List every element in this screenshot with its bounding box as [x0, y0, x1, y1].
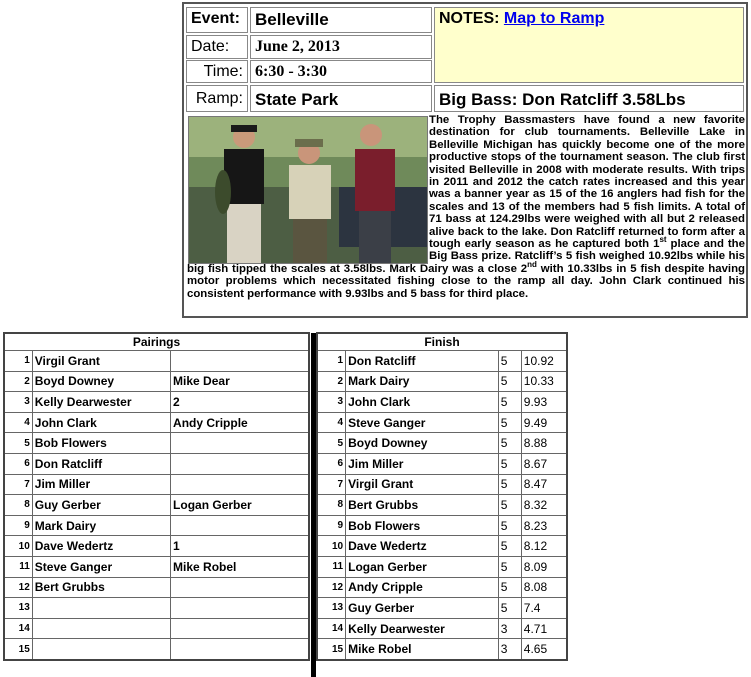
pairings-header: Pairings	[4, 333, 309, 351]
finish-angler: John Clark	[346, 392, 499, 413]
table-row	[4, 474, 309, 495]
pair-number: 13	[4, 598, 32, 619]
finish-place: 9	[317, 515, 346, 536]
finish-place: 14	[317, 618, 346, 639]
pair-number: 8	[4, 495, 32, 516]
finish-place: 1	[317, 351, 346, 372]
pair-angler-a: John Clark	[32, 412, 170, 433]
finish-weight: 8.08	[521, 577, 567, 598]
table-row	[4, 351, 309, 372]
tournament-story: The Trophy Bassmasters have found a new favorite destination for club tournaments. Belleville Lake in Belleville Michigan has quickly become one of the more productive stops of the tournament season. The club first visited Belleville in 2008 with moderate results. With trips in 2011 and 2012 the catch rates increased and this year was a banner year as 15 of the 16 anglers had fish for the scales and 13 of the members had 5 fish limits. A total of 71 bass at 124.29lbs were weighed with all but 2 released alive back to the lake. Don Ratcliff returned to form after a tough early season as he captured both 1st place and the Big Bass prize. Ratcliff’s 5 fish weighed 10.92lbs while his big fish tipped the scales at 3.58lbs. Mark Dairy was a close 2nd with 10.33lbs in 5 fish despite having motor problems which necessitated fishing close to the ramp all day. John Clark continued his consistent performance with 9.93lbs and 5 bass for third place.	[187, 114, 746, 300]
finish-weight: 8.88	[521, 433, 567, 454]
pair-number: 3	[4, 392, 32, 413]
pair-angler-b: Andy Cripple	[171, 412, 309, 433]
pair-number: 7	[4, 474, 32, 495]
finish-weight: 7.4	[521, 598, 567, 619]
finish-weight: 10.92	[521, 351, 567, 372]
finish-weight: 10.33	[521, 371, 567, 392]
table-row	[4, 577, 309, 598]
finish-weight: 9.93	[521, 392, 567, 413]
finish-fish-count: 5	[498, 515, 521, 536]
pair-angler-b: Logan Gerber	[171, 495, 309, 516]
date-label: Date:	[186, 35, 248, 59]
table-row	[4, 453, 309, 474]
finish-angler: Logan Gerber	[346, 556, 499, 577]
finish-weight: 8.12	[521, 536, 567, 557]
pairings-table	[3, 332, 310, 661]
pair-angler-b	[171, 433, 309, 454]
pair-angler-b	[171, 351, 309, 372]
map-to-ramp-link[interactable]: Map to Ramp	[503, 10, 605, 27]
table-row	[317, 556, 567, 577]
finish-angler: Guy Gerber	[346, 598, 499, 619]
finish-fish-count: 5	[498, 371, 521, 392]
pair-number: 6	[4, 453, 32, 474]
table-row	[317, 577, 567, 598]
table-row	[4, 618, 309, 639]
table-row	[317, 453, 567, 474]
finish-fish-count: 5	[498, 453, 521, 474]
table-row	[4, 392, 309, 413]
table-row	[4, 495, 309, 516]
pair-angler-b	[171, 515, 309, 536]
finish-weight: 4.65	[521, 639, 567, 660]
pair-angler-b	[171, 598, 309, 619]
finish-place: 12	[317, 577, 346, 598]
finish-fish-count: 5	[498, 412, 521, 433]
table-row	[4, 536, 309, 557]
notes-box	[434, 7, 744, 83]
table-row	[317, 371, 567, 392]
pair-angler-a: Dave Wedertz	[32, 536, 170, 557]
finish-fish-count: 5	[498, 392, 521, 413]
finish-weight: 8.09	[521, 556, 567, 577]
table-row	[317, 536, 567, 557]
finish-place: 13	[317, 598, 346, 619]
event-header	[182, 2, 748, 318]
ramp-label: Ramp:	[186, 85, 248, 112]
finish-angler: Steve Ganger	[346, 412, 499, 433]
table-row	[4, 598, 309, 619]
pair-angler-a	[32, 618, 170, 639]
finish-place: 7	[317, 474, 346, 495]
finish-angler: Kelly Dearwester	[346, 618, 499, 639]
pair-angler-a	[32, 598, 170, 619]
finish-weight: 9.49	[521, 412, 567, 433]
big-bass: Big Bass: Don Ratcliff 3.58Lbs	[434, 85, 744, 112]
finish-fish-count: 5	[498, 433, 521, 454]
pair-angler-b: Mike Robel	[171, 556, 309, 577]
pair-angler-a: Boyd Downey	[32, 371, 170, 392]
pair-number: 14	[4, 618, 32, 639]
table-row	[317, 392, 567, 413]
pair-angler-b	[171, 474, 309, 495]
table-row	[317, 639, 567, 660]
table-row	[4, 433, 309, 454]
finish-weight: 8.47	[521, 474, 567, 495]
finish-weight: 8.67	[521, 453, 567, 474]
finish-fish-count: 5	[498, 577, 521, 598]
finish-angler: Dave Wedertz	[346, 536, 499, 557]
finish-angler: Don Ratcliff	[346, 351, 499, 372]
pair-number: 1	[4, 351, 32, 372]
pair-angler-b: Mike Dear	[171, 371, 309, 392]
table-row	[317, 412, 567, 433]
finish-place: 3	[317, 392, 346, 413]
table-row	[4, 412, 309, 433]
table-row	[317, 474, 567, 495]
pair-number: 4	[4, 412, 32, 433]
finish-angler: Andy Cripple	[346, 577, 499, 598]
finish-fish-count: 5	[498, 536, 521, 557]
notes-label: NOTES:	[439, 10, 500, 27]
ramp-value: State Park	[250, 85, 432, 112]
table-row	[4, 556, 309, 577]
finish-place: 4	[317, 412, 346, 433]
finish-angler: Bert Grubbs	[346, 495, 499, 516]
finish-fish-count: 5	[498, 495, 521, 516]
finish-angler: Mike Robel	[346, 639, 499, 660]
pair-angler-b: 1	[171, 536, 309, 557]
finish-fish-count: 5	[498, 598, 521, 619]
table-row	[4, 515, 309, 536]
table-row	[4, 639, 309, 660]
pair-angler-b	[171, 639, 309, 660]
pair-angler-a: Steve Ganger	[32, 556, 170, 577]
finish-place: 2	[317, 371, 346, 392]
finish-fish-count: 5	[498, 556, 521, 577]
table-row	[317, 433, 567, 454]
pair-number: 12	[4, 577, 32, 598]
table-row	[317, 351, 567, 372]
finish-fish-count: 5	[498, 351, 521, 372]
pair-angler-b	[171, 618, 309, 639]
table-row	[317, 495, 567, 516]
pair-number: 2	[4, 371, 32, 392]
table-row	[317, 515, 567, 536]
finish-weight: 8.23	[521, 515, 567, 536]
time-label: Time:	[186, 60, 248, 83]
pair-number: 9	[4, 515, 32, 536]
finish-header: Finish	[317, 333, 567, 351]
pair-number: 10	[4, 536, 32, 557]
finish-fish-count: 3	[498, 639, 521, 660]
finish-place: 5	[317, 433, 346, 454]
table-row	[317, 598, 567, 619]
finish-fish-count: 3	[498, 618, 521, 639]
pair-number: 5	[4, 433, 32, 454]
time-value: 6:30 - 3:30	[250, 60, 432, 83]
pair-angler-a	[32, 639, 170, 660]
pair-angler-a: Guy Gerber	[32, 495, 170, 516]
finish-angler: Virgil Grant	[346, 474, 499, 495]
event-value: Belleville	[250, 7, 432, 33]
pair-number: 15	[4, 639, 32, 660]
table-row	[4, 371, 309, 392]
finish-place: 8	[317, 495, 346, 516]
table-row	[317, 618, 567, 639]
pair-angler-a: Jim Miller	[32, 474, 170, 495]
pair-angler-a: Don Ratcliff	[32, 453, 170, 474]
finish-weight: 8.32	[521, 495, 567, 516]
pair-angler-a: Bob Flowers	[32, 433, 170, 454]
finish-angler: Bob Flowers	[346, 515, 499, 536]
finish-table	[316, 332, 568, 661]
pair-angler-b: 2	[171, 392, 309, 413]
event-label: Event:	[186, 7, 248, 33]
finish-place: 11	[317, 556, 346, 577]
finish-place: 10	[317, 536, 346, 557]
pair-angler-a: Virgil Grant	[32, 351, 170, 372]
finish-angler: Boyd Downey	[346, 433, 499, 454]
pair-angler-b	[171, 577, 309, 598]
finish-weight: 4.71	[521, 618, 567, 639]
finish-angler: Jim Miller	[346, 453, 499, 474]
date-value: June 2, 2013	[250, 35, 432, 59]
pair-number: 11	[4, 556, 32, 577]
finish-place: 15	[317, 639, 346, 660]
finish-fish-count: 5	[498, 474, 521, 495]
finish-place: 6	[317, 453, 346, 474]
finish-angler: Mark Dairy	[346, 371, 499, 392]
pair-angler-b	[171, 453, 309, 474]
pair-angler-a: Kelly Dearwester	[32, 392, 170, 413]
pair-angler-a: Mark Dairy	[32, 515, 170, 536]
pair-angler-a: Bert Grubbs	[32, 577, 170, 598]
